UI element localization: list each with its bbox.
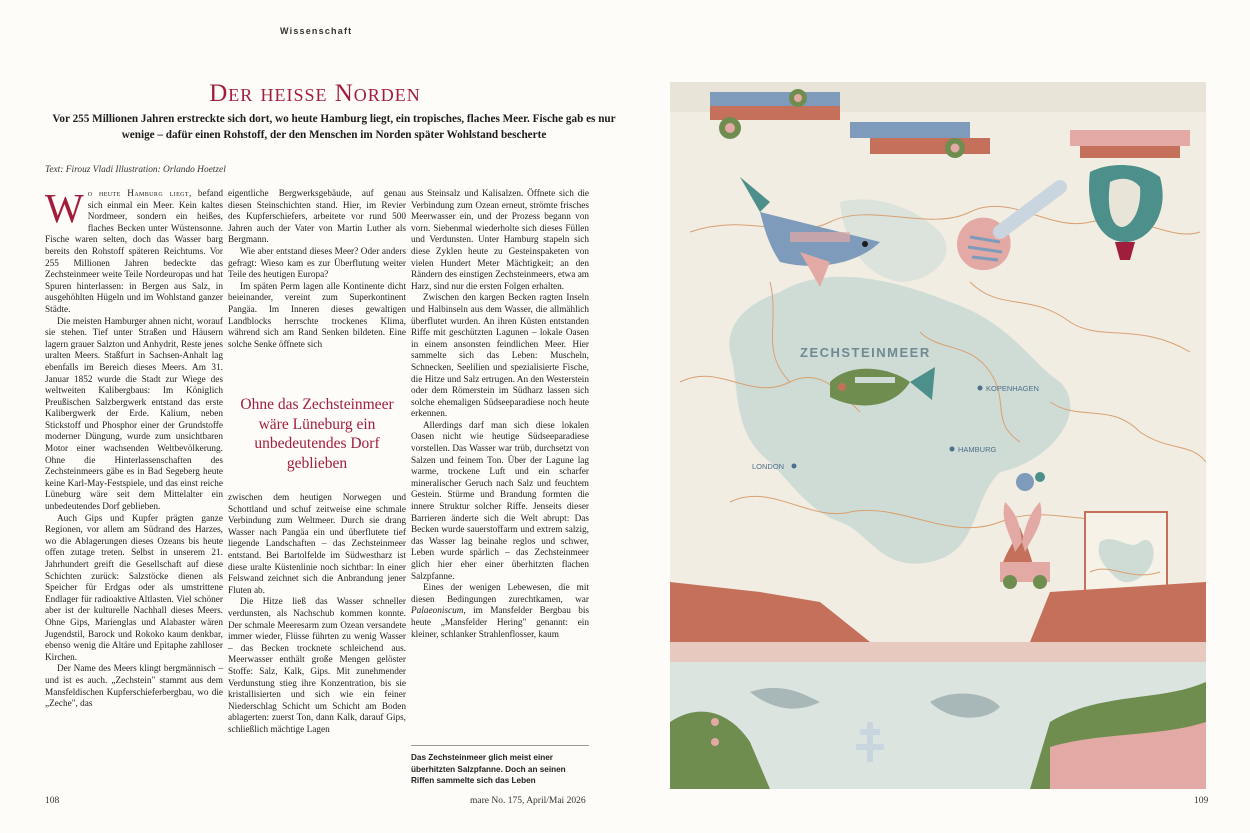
headline: Der heisse Norden bbox=[209, 80, 421, 107]
paragraph-text: Eines der wenigen Lebewesen, die mit diesen Bedingungen zurechtkamen, war bbox=[411, 583, 589, 605]
issue-info: mare No. 175, April/Mai 2026 bbox=[470, 796, 586, 806]
page-number-left: 108 bbox=[45, 796, 60, 806]
label-hamburg: HAMBURG bbox=[958, 445, 997, 454]
zechstein-map-illustration bbox=[670, 82, 1206, 789]
pull-quote: Ohne das Zechsteinmeer wäre Lüneburg ein unbedeutendes Dorf geblieben bbox=[240, 396, 394, 472]
paragraph: Im späten Perm lagen alle Kontinente dicht beieinander, vereint zum Superkontinent Pangäa. Im Inneren dieses gewaltigen Landblocks herrschte trockenes Klima, während sich am Rand Senken bildeten. Eine solche Senke öffnete sich bbox=[228, 281, 406, 350]
paragraph: eigentliche Bergwerksgebäude, auf genau diesen Steinschichten stand. Hier, im Revier des Kupferschiefers, arbeitete vor rund 500 Jahren auch der Vater von Martin Luther als Bergmann. bbox=[228, 189, 406, 246]
paragraph: Auch Gips und Kupfer prägten ganze Regionen, vor allem am Südrand des Harzes, wo die Ablagerungen dieses Ozeans bis heute offen zutage treten. Selbst in unserem 21. Jahrhundert greift die Gesellschaft auf diese Schichten zurück: Salzstöcke dienen als Speicher für Erdgas oder als umstrittene Endlager für radioaktive Altlasten. Viel schöner aber ist der kulturelle Nachhall dieses Meers. Ohne Gips, Marienglas und Alabaster wären Jugendstil, Barock und Rokoko kaum denkbar, ebenso wenig die Altäre und Epitaphe zahlloser Kirchen. bbox=[45, 513, 223, 663]
text-column-1 bbox=[45, 185, 224, 711]
paragraph: Der Name des Meers klingt bergmännisch – und ist es auch. „Zechstein" stammt aus dem Mansfeldischen Kupferschieferbergbau, wo die „Zeche", das bbox=[45, 664, 223, 710]
city-dot-hamburg bbox=[950, 447, 955, 452]
label-kopenhagen: KOPENHAGEN bbox=[986, 384, 1039, 393]
city-dot-london bbox=[792, 464, 797, 469]
text-column-3 bbox=[411, 189, 589, 641]
section-rubric: Wissenschaft bbox=[280, 26, 353, 36]
text-column-2-top bbox=[228, 189, 406, 351]
author-credit: Text: Firouz Vladi Illustration: Orlando Hoetzel bbox=[45, 165, 226, 175]
lead-in: o heute Hamburg liegt, bbox=[87, 189, 192, 199]
paragraph-text: , im Mansfelder Bergbau bis heute „Mansfelder Hering" genannt: ein kleiner, schlanker Strahlenflosser, kaum bbox=[411, 606, 589, 640]
page-number-right: 109 bbox=[1194, 796, 1209, 806]
drop-cap: W bbox=[45, 185, 84, 231]
paragraph: zwischen dem heutigen Norwegen und Schottland und schuf zeitweise eine schmale Verbindung zum Weltmeer. Durch sie drang Wasser nach Pangäa ein und überflutete tief liegende Landschaften – das Zechsteinmeer entstand. Bei Bartolfelde im Südwestharz ist diese uralte Küstenlinie noch sichtbar: In einer Felswand zeichnet sich die Anbrandung jener Fluten ab. bbox=[228, 493, 406, 596]
illustration-caption: Das Zechsteinmeer glich meist einer überhitzten Salzpfanne. Doch an seinen Riffen sammelte sich das Leben bbox=[411, 753, 566, 785]
paragraph: Die meisten Hamburger ahnen nicht, worauf sie stehen. Tief unter Straßen und Häusern lagern grauer Salzton und Anhydrit, Reste jenes uralten Meers. Staßfurt in Sachsen-Anhalt lag ebenfalls im Bereich dieses Meers. Am 31. Januar 1852 wurde die Stadt zur Wiege des weltweiten Kalibergbaus: Im Königlich Preußischen Salzbergwerk entstand das erste Kalibergwerk der Erde. Kalium, neben Stickstoff und Phosphor einer der Grundstoffe moderner Düngung, wurde zum unsichtbaren Motor einer wachsenden Weltbevölkerung. Ohne die Hinterlassenschaften des Zechsteinmeers gäbe es in Bad Segeberg heute keine Karl-May-Festspiele, und das einst reiche Lüneburg wäre seit dem Mittelalter ein unbedeutendes Dorf geblieben. bbox=[45, 316, 223, 513]
label-london: LONDON bbox=[752, 462, 785, 471]
paragraph bbox=[45, 185, 224, 317]
paragraph bbox=[411, 583, 589, 641]
caption-divider bbox=[411, 745, 589, 746]
paragraph: Zwischen den kargen Becken ragten Inseln und Halbinseln aus dem Wasser, die allmählich überflutet wurden. An ihren Küsten entstanden Riffe mit geschützten Lagunen – lokale Oasen in einem ansonsten feindlichen Meer. Hier sammelte sich das Leben: Muscheln, Schnecken, Seelilien und spezialisierte Fische, die Hitze und Salz ertrugen. An den Westerstein oder dem Römerstein im Südharz lassen sich solche ehemaligen Südseeparadiese noch heute erkennen. bbox=[411, 293, 589, 420]
species-name: Palaeoniscum bbox=[411, 606, 464, 617]
deck-intro: Vor 255 Millionen Jahren erstreckte sich dort, wo heute Hamburg liegt, ein tropisches, flaches Meer. Fische gab es nur wenige – dafür einen Rohstoff, der den Menschen im Norden später Wohlstand bescherte bbox=[52, 113, 616, 141]
paragraph: aus Steinsalz und Kalisalzen. Öffnete sich die Verbindung zum Ozean erneut, strömte frisches Meerwasser ein, und der Prozess begann von vorn. Siebenmal wiederholte sich dieses Füllen und Verdunsten. Unter Hamburg stapeln sich diese Zyklen heute zu Gesteinspaketen von vielen Hundert Meter Mächtigkeit; an den Rändern des einstigen Zechsteinmeers, etwa am Harz, sind nur die ersten Folgen erhalten. bbox=[411, 189, 589, 292]
paragraph: Wie aber entstand dieses Meer? Oder anders gefragt: Wieso kam es zur Überflutung weiter Teile des heutigen Europa? bbox=[228, 246, 406, 281]
paragraph-text: befand sich einmal ein Meer. Kein kaltes Nordmeer, sondern ein heißes, flaches Becken unter Wüstensonne. Fische waren selten, doch das Wasser barg bereits den Rohstoff späteren Reichtums. Vor 255 Millionen Jahren bedeckte das Zechsteinmeer weite Teile Nordeuropas und hat Spuren hinterlassen: in Bergen aus Salz, in ausgehöhlten Hügeln und im Wohlstand ganzer Städte. bbox=[45, 189, 224, 315]
paragraph: Die Hitze ließ das Wasser schneller verdunsten, als Nachschub kommen konnte. Der schmale Meeresarm zum Ozean versandete immer wieder, Flüsse führten zu wenig Wasser – das Becken trocknete schleichend aus. Meerwasser enthält große Mengen gelöster Stoffe: Salz, Kalk, Gips. Mit zunehmender Verdunstung stieg ihre Konzentration, bis sie kristallisierten und sich wie ein feiner Niederschlag Schicht um Schicht am Boden ablagerten: zuerst Ton, dann Kalk, darauf Gips, schließlich mächtige Lagen bbox=[228, 597, 406, 735]
city-dot-kopenhagen bbox=[978, 386, 983, 391]
text-column-2-bottom bbox=[228, 493, 406, 736]
label-zechsteinmeer: ZECHSTEINMEER bbox=[800, 345, 931, 360]
paragraph: Allerdings darf man sich diese lokalen Oasen nicht wie heutige Südseeparadiese vorstellen. Das Wasser war trüb, durchsetzt von Salzen und feinem Ton. Über der Lagune lag warme, trockene Luft und ein scharfer mineralischer Geruch nach Salz und feuchtem Gestein. Stürme und Brandung formten die innere Struktur solcher Riffe. Jenseits dieser Barrieren änderte sich die Welt abrupt: Das Becken wurde sauerstoffarm und extrem salzig, das Wasser lag beinahe reglos und schwer, Leben wurde spärlich – das Zechsteinmeer glich hier eher einer überhitzten flachen Salzpfanne. bbox=[411, 420, 589, 582]
